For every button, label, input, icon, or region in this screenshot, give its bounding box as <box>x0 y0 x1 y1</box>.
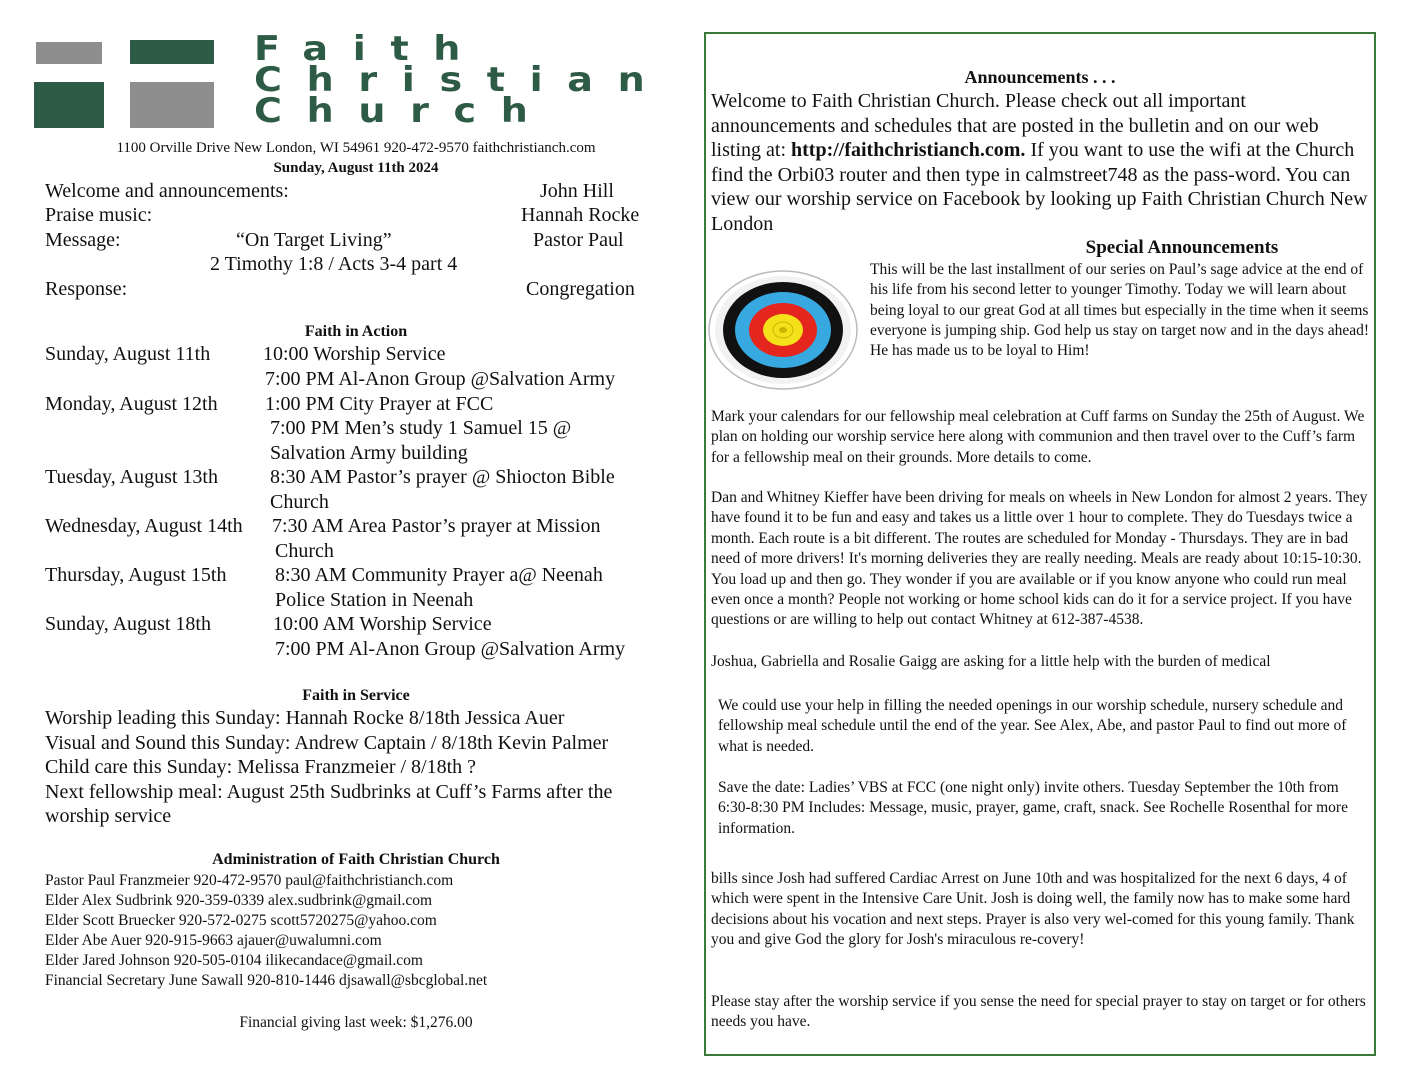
archery-target-icon <box>708 270 858 390</box>
action-day: Thursday, August 15th <box>45 564 227 586</box>
action-item: 10:00 Worship Service <box>263 343 446 365</box>
program-praise-label: Praise music: <box>45 204 153 226</box>
program-message-label: Message: <box>45 229 121 251</box>
special-announcements-heading: Special Announcements <box>1085 237 1279 258</box>
program-welcome-person: John Hill <box>540 180 614 202</box>
program-welcome-label: Welcome and announcements: <box>45 180 289 202</box>
action-item: Police Station in Neenah <box>275 589 474 611</box>
logo-word-christian: Christian <box>254 65 670 96</box>
program-message-person: Pastor Paul <box>533 229 624 251</box>
action-item: 7:00 PM Men’s study 1 Samuel 15 @ <box>270 417 572 439</box>
program-response <box>45 277 635 301</box>
program-response-person: Congregation <box>526 278 635 300</box>
action-item: Church <box>270 491 329 513</box>
action-day: Sunday, August 18th <box>45 613 211 635</box>
action-item: 8:30 AM Community Prayer a@ Neenah <box>275 564 603 586</box>
action-day: Wednesday, August 14th <box>45 515 243 537</box>
admin-contact: Elder Abe Auer 920-915-9663 ajauer@uwalumni.com <box>45 932 382 949</box>
action-item: Church <box>275 540 334 562</box>
action-item: 1:00 PM City Prayer at FCC <box>265 393 494 415</box>
announcements-heading: Announcements . . . <box>964 67 1116 87</box>
admin-contact: Pastor Paul Franzmeier 920-472-9570 paul@faithchristianch.com <box>45 872 454 889</box>
bulletin-date: Sunday, August 11th 2024 <box>273 160 439 176</box>
admin-contact: Financial Secretary June Sawall 920-810-1446 djsawall@sbcglobal.net <box>45 972 488 989</box>
logo-word-faith: Faith <box>254 34 486 65</box>
gaigg-family-paragraph-end: bills since Josh had suffered Cardiac Arrest on June 10th and was hospitalized for the next 6 days, 4 of which were spent in the Intensive Care Unit. Josh is doing well, the family now has to make some hard decisions about his vocation and next steps. Prayer is also very wel-comed for this young family. Thank you and give God the glory for Josh's miraculous re-covery! <box>711 870 1355 949</box>
admin-contact: Elder Jared Johnson 920-505-0104 ilikecandace@gmail.com <box>45 952 423 969</box>
welcome-text-1: Welcome to Faith Christian Church. Please check out all important announcements and schedules that are posted in the bulletin and on our web listing at: <box>711 90 1319 161</box>
action-item: 7:30 AM Area Pastor’s prayer at Mission <box>272 515 601 537</box>
meals-on-wheels-paragraph: Dan and Whitney Kieffer have been driving for meals on wheels in New London for almost 2 years. They have found it to be fun and easy and takes us a little over 1 hour to complete. They do Tuesdays twice a month. Each route is a bit different. The routes are scheduled for Monday - Thursdays. They are in bad need of more drivers! It's morning deliveries they are really needing. Meals are ready about 10:15-10:30. You load up and then go. They wonder if you are available or if you know anyone who could run meal even once a month? People not working or home school kids can do it for a service project. If you have questions or are willing to help out contact Whitney at 612-387-4538. <box>711 489 1368 629</box>
special-announcement-text: This will be the last installment of our series on Paul’s sage advice at the end of his life from his second letter to younger Timothy. Today we will learn about being loyal to our great God at all times but especially in the time when it seems everyone is jumping ship. God help us stay on target now and in the days ahead! He has made us to be loyal to Him! <box>870 261 1370 360</box>
administration-list <box>45 871 487 991</box>
program-welcome <box>45 179 614 203</box>
program-message-title: “On Target Living” <box>236 229 392 251</box>
announcements-box <box>704 32 1376 1056</box>
special-prayer-paragraph: Please stay after the worship service if you sense the need for special prayer to stay on target or for others needs you have. <box>711 993 1366 1031</box>
service-line: worship service <box>45 805 172 827</box>
action-day: Tuesday, August 13th <box>45 466 218 488</box>
welcome-text-2: If you want to use the wifi at the Church find the Orbi03 router and then type in calmstreet748 as the pass-word. You can view our worship service on Facebook by looking up Faith Christian Church New London <box>711 139 1368 235</box>
program-response-label: Response: <box>45 278 128 300</box>
program-praise-person: Hannah Rocke <box>521 204 640 226</box>
action-day: Monday, August 12th <box>45 393 218 415</box>
ladies-vbs-paragraph: Save the date: Ladies’ VBS at FCC (one night only) invite others. Tuesday September the 10th from 6:30-8:30 PM Includes: Message, music, prayer, game, craft, snack. See Rochelle Rosenthal for more information. <box>718 779 1348 837</box>
service-line: Next fellowship meal: August 25th Sudbrinks at Cuff’s Farms after the <box>45 781 613 803</box>
administration-heading: Administration of Faith Christian Church <box>212 851 500 868</box>
program-scripture: 2 Timothy 1:8 / Acts 3-4 part 4 <box>210 253 458 275</box>
admin-contact: Elder Scott Bruecker 920-572-0275 scott5720275@yahoo.com <box>45 912 437 929</box>
action-item: 7:00 PM Al-Anon Group @Salvation Army <box>275 638 626 660</box>
program-message <box>45 228 624 252</box>
action-day: Sunday, August 11th <box>45 343 211 365</box>
action-item: 7:00 PM Al-Anon Group @Salvation Army <box>265 368 616 390</box>
action-item: 8:30 AM Pastor’s prayer @ Shiocton Bible <box>270 466 615 488</box>
service-line: Visual and Sound this Sunday: Andrew Captain / 8/18th Kevin Palmer <box>45 732 609 754</box>
faith-in-action-heading: Faith in Action <box>304 323 408 340</box>
financial-giving: Financial giving last week: $1,276.00 <box>239 1014 473 1031</box>
service-line: Worship leading this Sunday: Hannah Rocke 8/18th Jessica Auer <box>45 707 565 729</box>
cross-blocks-logo-icon <box>34 40 216 130</box>
action-item: 10:00 AM Worship Service <box>273 613 492 635</box>
service-line: Child care this Sunday: Melissa Franzmeier / 8/18th ? <box>45 756 477 778</box>
website-link[interactable]: http://faithchristianch.com. <box>791 139 1026 161</box>
logo-word-church: Church <box>254 96 553 127</box>
action-item: Salvation Army building <box>270 442 468 464</box>
logo-wordmark <box>254 34 724 127</box>
program-praise <box>45 203 640 227</box>
schedule-openings-paragraph: We could use your help in filling the needed openings in our worship schedule, nursery schedule and fellowship meal schedule until the end of the year. See Alex, Abe, and pastor Paul to find out more of what is needed. <box>718 697 1347 755</box>
church-logo <box>34 34 674 132</box>
admin-contact: Elder Alex Sudbrink 920-359-0339 alex.sudbrink@gmail.com <box>45 892 433 909</box>
church-address: 1100 Orville Drive New London, WI 54961 920-472-9570 faithchristianch.com <box>116 140 596 156</box>
gaigg-family-paragraph-start: Joshua, Gabriella and Rosalie Gaigg are asking for a little help with the burden of medical <box>711 653 1271 670</box>
welcome-paragraph <box>711 89 1371 236</box>
faith-in-service-heading: Faith in Service <box>302 687 410 704</box>
fellowship-meal-paragraph: Mark your calendars for our fellowship meal celebration at Cuff farms on Sunday the 25th of August. We plan on holding our worship service here along with communion and then travel over to the Cuff’s farm for a fellowship meal on their grounds. More details to come. <box>711 408 1365 466</box>
